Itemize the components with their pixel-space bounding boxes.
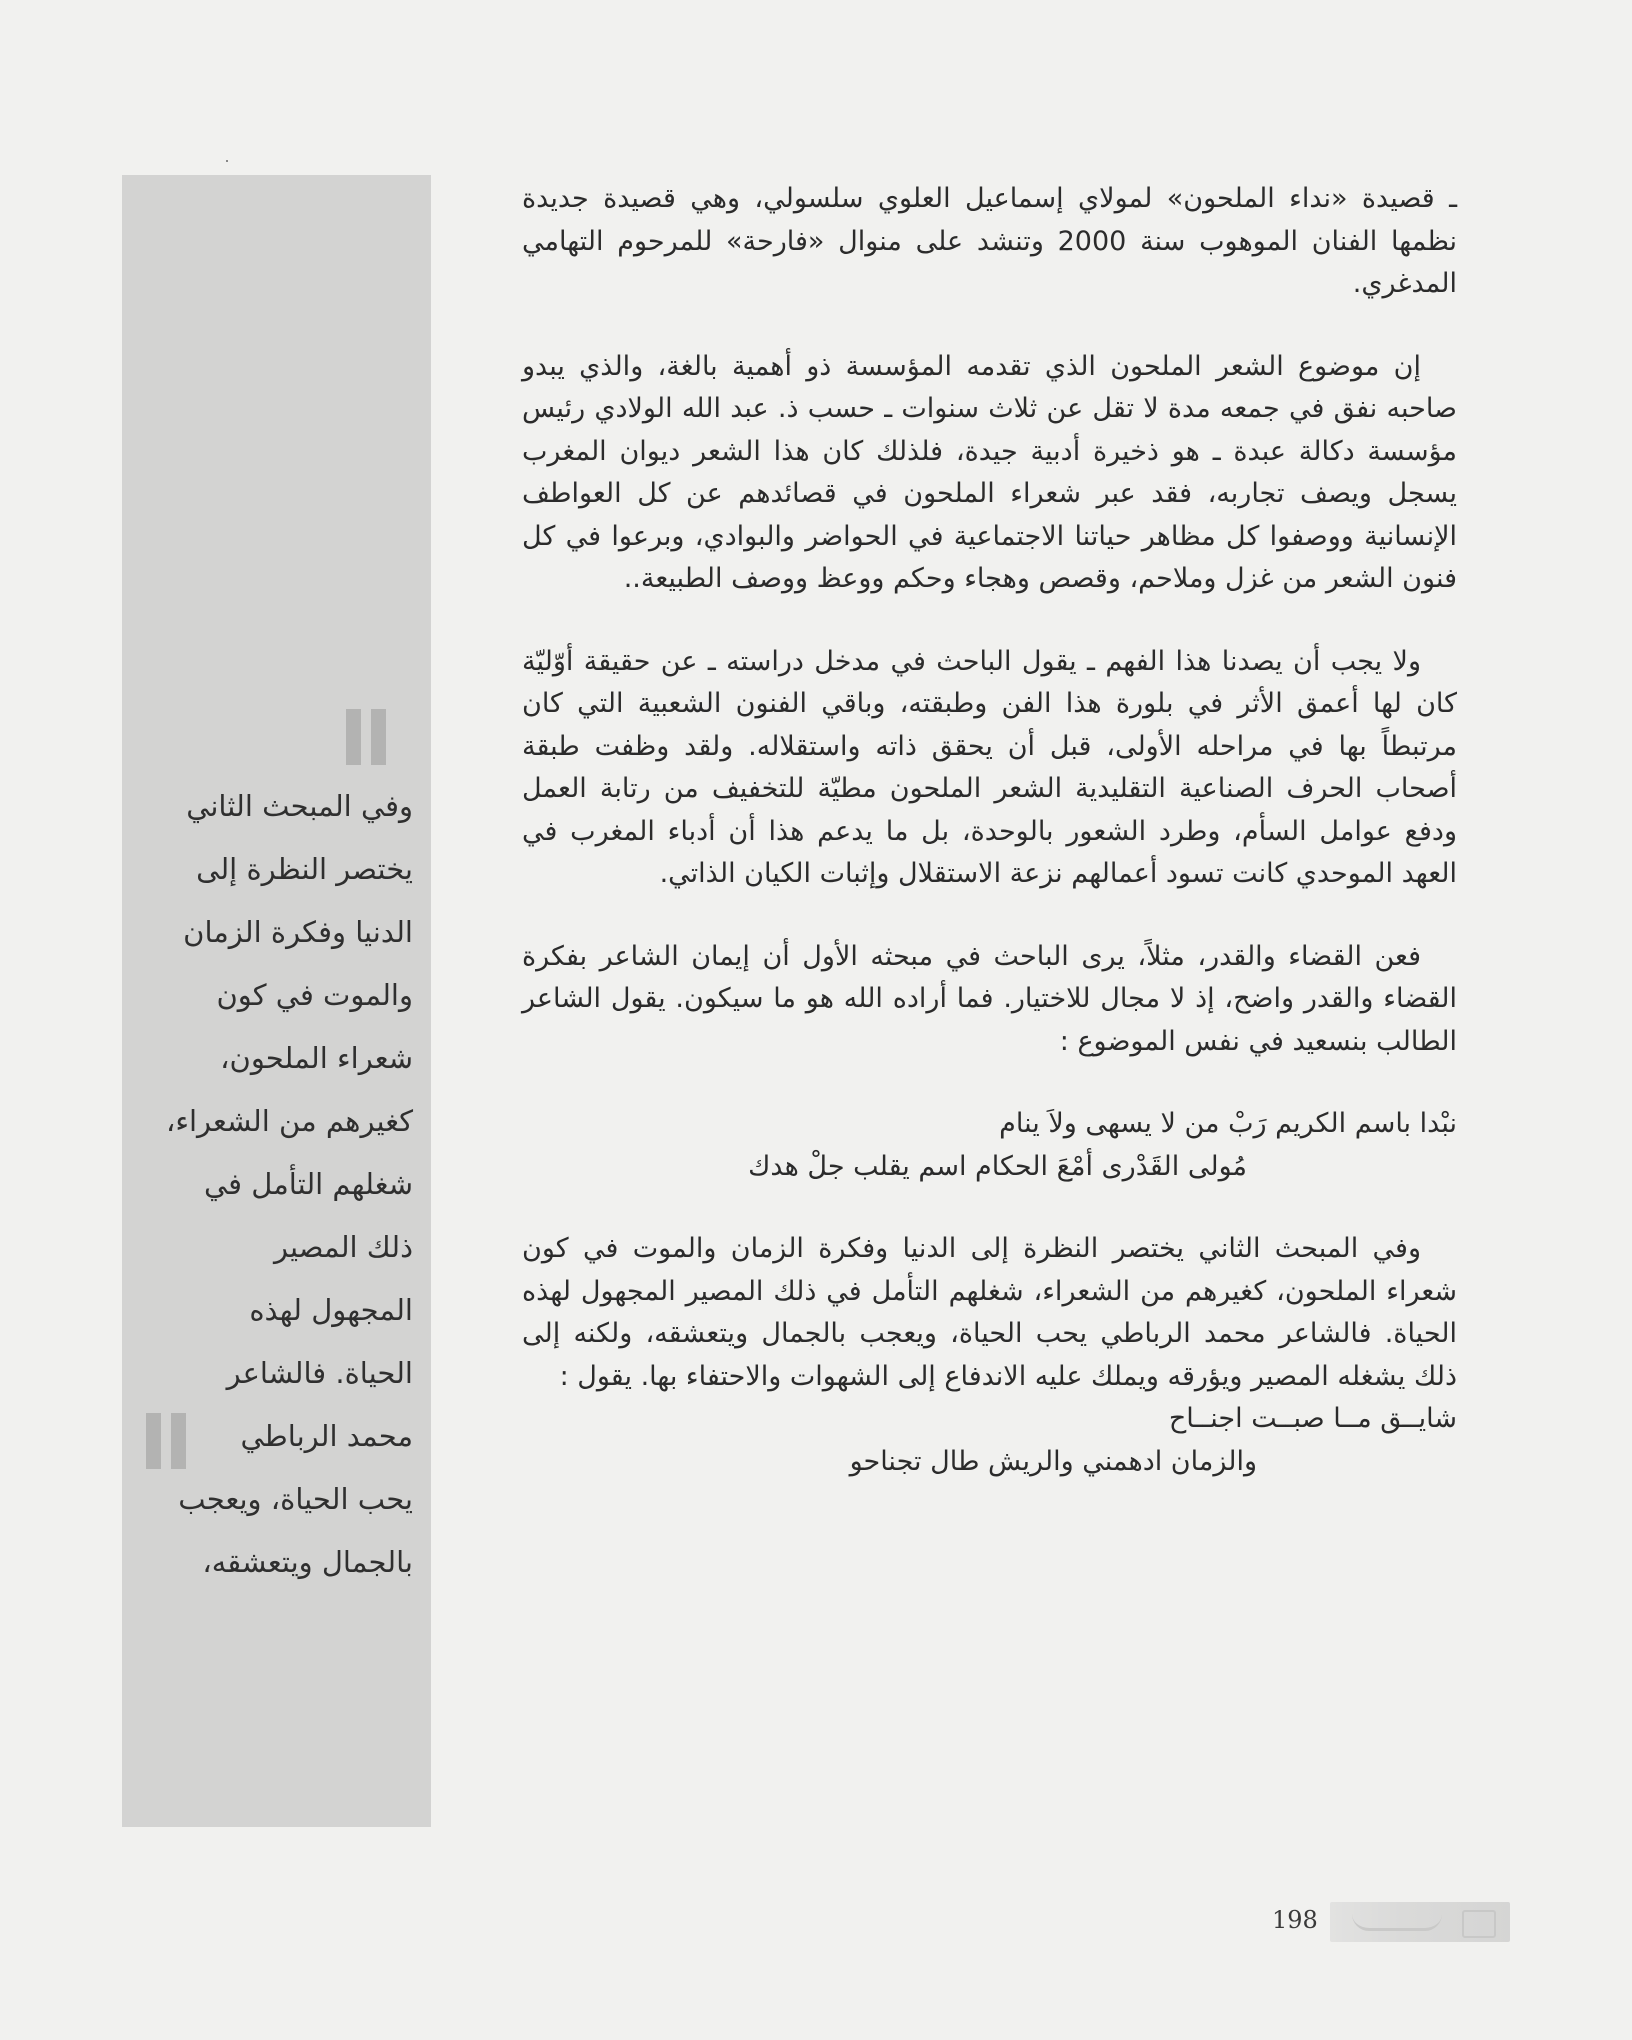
opening-quote-mark-icon xyxy=(346,709,386,765)
article-body xyxy=(522,178,1457,1523)
magazine-logo-icon xyxy=(1330,1902,1510,1942)
pull-quote-line: كغيرهم من الشعراء، xyxy=(166,1104,413,1138)
pull-quote-panel xyxy=(122,175,431,1827)
article-paragraph: إن موضوع الشعر الملحون الذي تقدمه المؤسسة ذو أهمية بالغة، والذي يبدو صاحبه نفق في جمعه مدة لا تقل عن ثلاث سنوات ـ حسب ذ. عبد الله الولادي رئيس مؤسسة دكالة عبدة ـ هو ذخيرة أدبية جيدة، فلذلك كان هذا الشعر ديوان المغرب يسجل ويصف تجاربه، فقد عبر شعراء الملحون في قصائدهم عن كل العواطف الإنسانية ووصفوا كل مظاهر حياتنا الاجتماعية في الحواضر والبوادي، وبرعوا في كل فنون الشعر من غزل وملاحم، وقصص وهجاء وحكم ووعظ ووصف الطبيعة.. xyxy=(522,350,1457,594)
pull-quote-line: شغلهم التأمل في xyxy=(203,1167,413,1201)
pull-quote-line: شعراء الملحون، xyxy=(220,1041,413,1075)
page-number: 198 xyxy=(1272,1906,1318,1934)
poem-line: شايــق مــا صبــت اجنــاح xyxy=(1168,1403,1457,1434)
article-paragraph: فعن القضاء والقدر، مثلاً، يرى الباحث في مبحثه الأول أن إيمان الشاعر بفكرة القضاء والقدر واضح، إذ لا مجال للاختيار. فما أراده الله هو ما سيكون. يقول الشاعر الطالب بنسعيد في نفس الموضوع : xyxy=(522,940,1457,1057)
poem-line: والزمان ادهمني والريش طال تجناحو xyxy=(849,1445,1257,1477)
poem-line: مُولى القَدْرى أمْعَ الحكام اسم يقلب جلْ هدك xyxy=(748,1150,1247,1182)
pull-quote-line: والموت في كون xyxy=(216,978,413,1012)
pull-quote-line: المجهول لهذه xyxy=(249,1293,413,1327)
poem-verse-block xyxy=(522,1103,1457,1188)
print-speck xyxy=(226,160,228,162)
pull-quote-text xyxy=(143,775,413,1594)
pull-quote-line: يختصر النظرة إلى xyxy=(196,852,413,886)
closing-quote-mark-icon xyxy=(146,1413,186,1469)
article-paragraph: وفي المبحث الثاني يختصر النظرة إلى الدنيا وفكرة الزمان والموت في كون شعراء الملحون، كغيرهم من الشعراء، شغلهم التأمل في ذلك المصير المجهول لهذه الحياة. فالشاعر محمد الرباطي يحب الحياة، ويعجب بالجمال ويتعشقه، ولكنه إلى ذلك يشغله المصير ويؤرقه ويملك عليه الاندفاع إلى الشهوات والاحتفاء بها. يقول : xyxy=(522,1233,1457,1392)
pull-quote-line: وفي المبحث الثاني xyxy=(186,789,413,823)
article-paragraph: ـ قصيدة «نداء الملحون» لمولاي إسماعيل العلوي سلسولي، وهي قصيدة جديدة نظمها الفنان الموهوب سنة 2000 وتنشد على منوال «فارحة» للمرحوم التهامي المدغري. xyxy=(522,183,1457,299)
pull-quote-line: الحياة. فالشاعر xyxy=(226,1356,413,1390)
pull-quote-line: الدنيا وفكرة الزمان xyxy=(183,915,413,949)
poem-line: نبْدا باسم الكريم رَبْ من لا يسهى ولاَ ينام xyxy=(999,1108,1457,1139)
poem-verse-block xyxy=(522,1398,1457,1483)
pull-quote-line: محمد الرباطي xyxy=(240,1419,413,1453)
pull-quote-line: بالجمال ويتعشقه، xyxy=(202,1545,413,1579)
article-paragraph: ولا يجب أن يصدنا هذا الفهم ـ يقول الباحث في مدخل دراسته ـ عن حقيقة أوّليّة كان لها أعمق الأثر في بلورة هذا الفن وطبقته، وباقي الفنون الشعبية التي كان مرتبطاً بها في مراحله الأولى، قبل أن يحقق ذاته واستقلاله. ولقد وظفت طبقة أصحاب الحرف الصناعية التقليدية الشعر الملحون مطيّة للتخفيف من رتابة العمل ودفع عوامل السأم، وطرد الشعور بالوحدة، بل ما يدعم هذا أن أدباء المغرب في العهد الموحدي كانت تسود أعمالهم نزعة الاستقلال وإثبات الكيان الذاتي. xyxy=(522,645,1457,889)
pull-quote-line: يحب الحياة، ويعجب xyxy=(178,1482,413,1516)
pull-quote-line: ذلك المصير xyxy=(274,1230,413,1264)
